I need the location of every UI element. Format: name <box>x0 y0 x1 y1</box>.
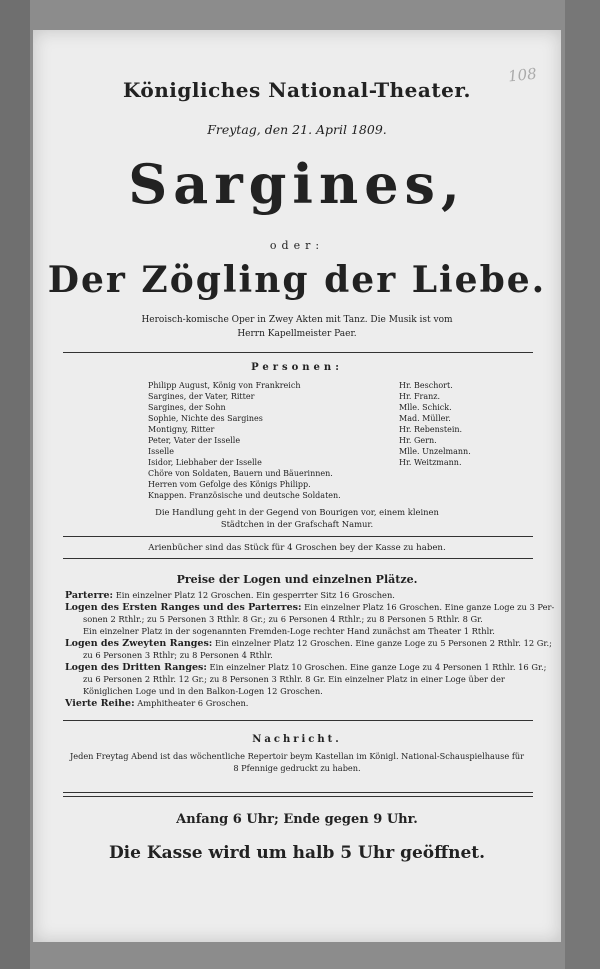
double-divider <box>63 792 533 797</box>
performance-times: Anfang 6 Uhr; Ende gegen 9 Uhr. <box>176 812 418 827</box>
libretto-note: Arienbücher sind das Stück für 4 Groschen bey der Kasse zu haben. <box>148 543 446 553</box>
price-line <box>83 625 495 637</box>
price-text: zu 6 Personen 3 Rthlr; zu 8 Personen 4 Rthlr. <box>83 650 273 660</box>
setting-line-2: Städtchen in der Grafschaft Namur. <box>220 519 374 529</box>
cast-actor: Hr. Franz. <box>399 392 441 401</box>
cast-role: Peter, Vater der Isselle <box>148 436 241 445</box>
cast-actor: Mlle. Unzelmann. <box>399 447 471 456</box>
cast-actor: Hr. Weitzmann. <box>399 458 462 467</box>
notice-line-2: 8 Pfennige gedruckt zu haben. <box>233 763 361 773</box>
cast-extras: Knappen. Französische und deutsche Soldaten. <box>148 491 341 500</box>
setting-line-1: Die Handlung geht in der Gegend von Bourigen vor, einem kleinen <box>155 507 439 517</box>
prices-heading: Preise der Logen und einzelnen Plätze. <box>176 573 418 586</box>
opera-subtitle: Der Zögling der Liebe. <box>47 259 547 301</box>
notice-line-1: Jeden Freytag Abend ist das wöchentliche Repertoir beym Kastellan im Königl. National-Schauspielhause für <box>69 751 525 761</box>
scan-background-left <box>0 0 30 969</box>
cast-heading: Personen: <box>251 362 343 373</box>
cast-role: Sargines, der Sohn <box>148 403 226 412</box>
price-label: Logen des Zweyten Ranges: <box>65 638 213 649</box>
divider <box>63 558 533 559</box>
price-text: Königlichen Loge und in den Balkon-Logen 12 Groschen. <box>83 686 323 696</box>
theatre-name: Königliches National-Theater. <box>122 78 471 102</box>
price-line <box>83 673 505 685</box>
description-line-2: Herrn Kapellmeister Paer. <box>237 329 357 339</box>
price-label: Logen des Dritten Ranges: <box>65 662 207 673</box>
cast-actor: Hr. Gern. <box>399 436 437 445</box>
cast-actor: Hr. Rebenstein. <box>399 425 463 434</box>
opera-title: Sargines, <box>128 152 466 216</box>
cast-actor: Mad. Müller. <box>399 414 451 423</box>
price-text: Ein einzelner Platz 12 Groschen. Ein gesperrter Sitz 16 Groschen. <box>115 590 395 600</box>
cast-role: Philipp August, König von Frankreich <box>148 381 301 390</box>
cast-extras: Chöre von Soldaten, Bauern und Bäuerinnen. <box>148 469 333 478</box>
price-text: Ein einzelner Platz 10 Groschen. Eine ganze Loge zu 4 Personen 1 Rthlr. 16 Gr.; <box>209 662 547 672</box>
notice-heading: Nachricht. <box>252 734 342 745</box>
price-text: sonen 2 Rthlr.; zu 5 Personen 3 Rthlr. 8 Gr.; zu 6 Personen 4 Rthlr.; zu 8 Personen 5 Rthlr. 8 Gr. <box>83 614 483 624</box>
price-text: Ein einzelner Platz 12 Groschen. Eine ganze Loge zu 5 Personen 2 Rthlr. 12 Gr.; <box>214 638 552 648</box>
price-text: Ein einzelner Platz 16 Groschen. Eine ganze Loge zu 3 Per- <box>304 602 555 612</box>
cast-role: Sargines, der Vater, Ritter <box>148 392 255 401</box>
performance-date: Freytag, den 21. April 1809. <box>207 122 387 137</box>
cast-actor: Hr. Beschort. <box>399 381 453 390</box>
price-label: Parterre: <box>65 590 114 601</box>
price-text: Ein einzelner Platz in der sogenannten Fremden-Loge rechter Hand zunächst am Theater 1 Rthlr. <box>83 626 495 636</box>
price-line <box>83 613 483 625</box>
price-text: zu 6 Personen 2 Rthlr. 12 Gr.; zu 8 Personen 3 Rthlr. 8 Gr. Ein einzelner Platz in einer Loge über der <box>83 674 505 684</box>
cast-extras: Herren vom Gefolge des Königs Philipp. <box>148 480 311 489</box>
price-line <box>65 697 248 710</box>
cast-role: Sophie, Nichte des Sargines <box>148 414 263 423</box>
playbill-sheet <box>33 30 561 942</box>
description-line-1: Heroisch-komische Oper in Zwey Akten mit Tanz. Die Musik ist vom <box>141 315 453 325</box>
divider <box>63 536 533 537</box>
scan-background-right <box>565 0 600 969</box>
price-line <box>83 649 273 661</box>
title-connector: oder: <box>269 239 325 252</box>
box-office-opening: Die Kasse wird um halb 5 Uhr geöffnet. <box>108 843 486 863</box>
cast-role: Isselle <box>148 447 174 456</box>
price-text: Amphitheater 6 Groschen. <box>137 698 249 708</box>
cast-role: Montigny, Ritter <box>148 425 215 434</box>
divider <box>63 720 533 721</box>
divider <box>63 352 533 353</box>
price-label: Vierte Reihe: <box>65 698 135 709</box>
price-line <box>83 685 323 697</box>
price-label: Logen des Ersten Ranges und des Parterres: <box>65 602 302 613</box>
cast-role: Isidor, Liebhaber der Isselle <box>148 458 262 467</box>
page-number: 108 <box>507 64 538 86</box>
cast-actor: Mlle. Schick. <box>399 403 452 412</box>
